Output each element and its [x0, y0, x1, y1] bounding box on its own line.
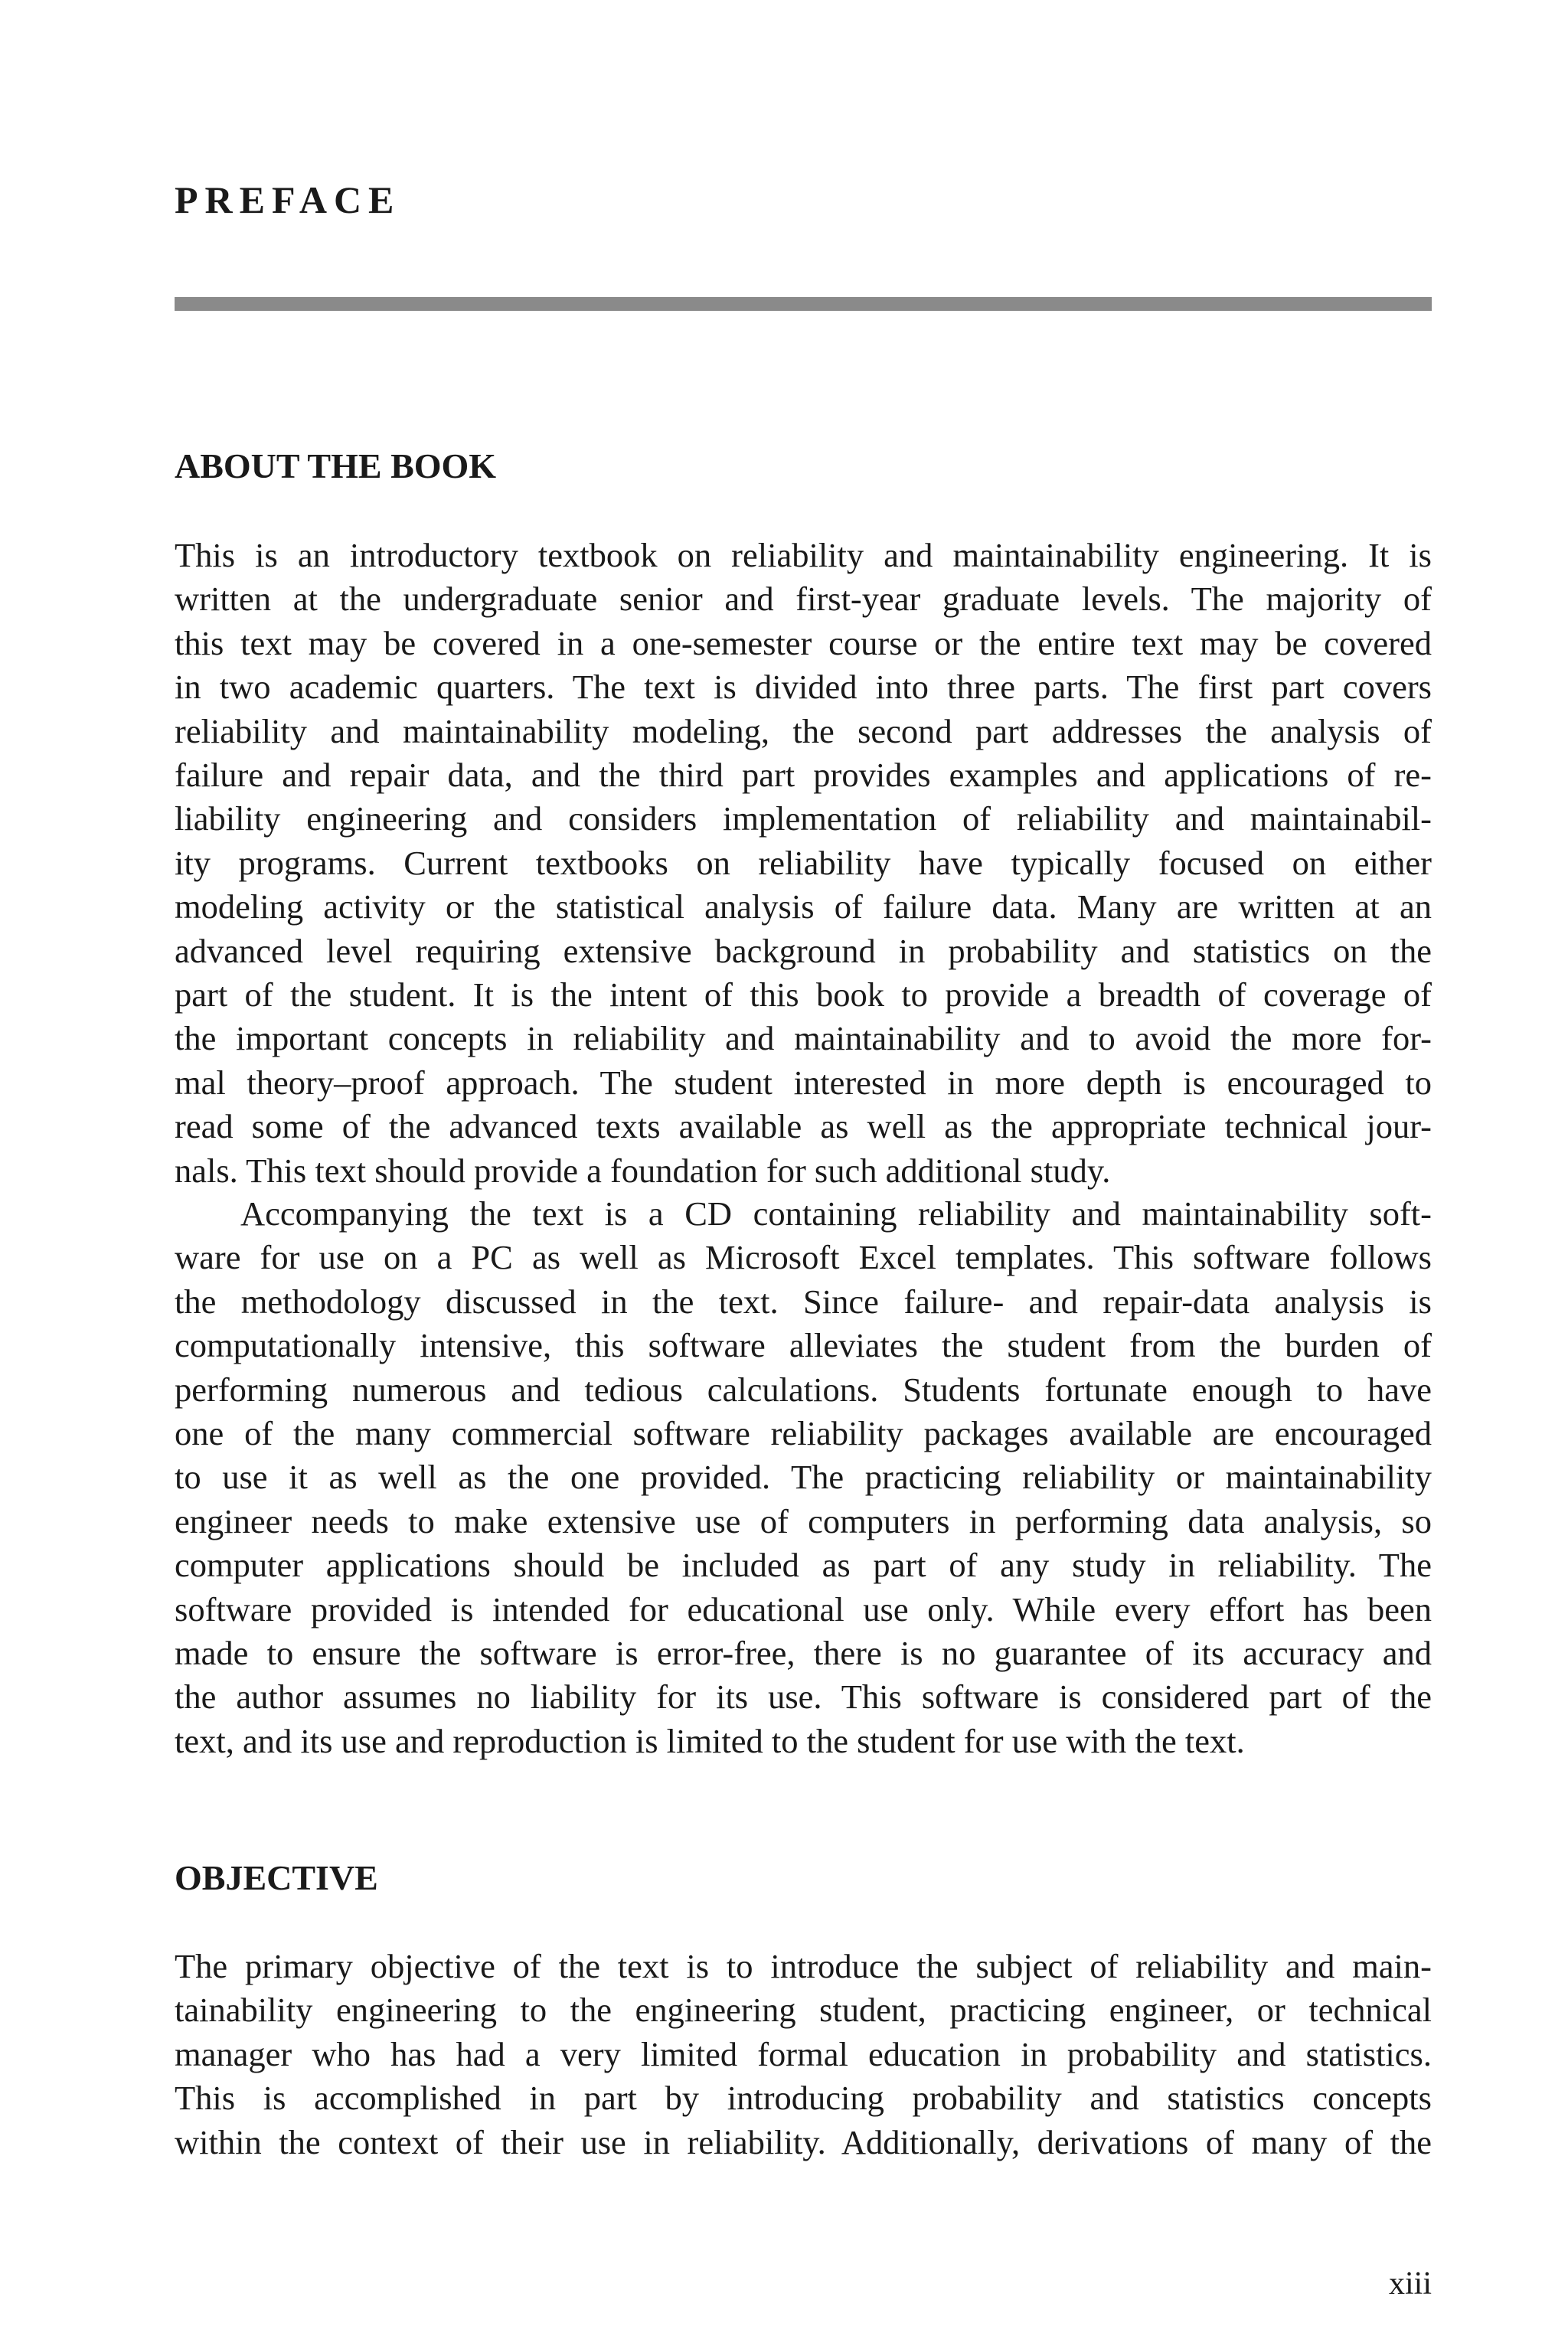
text-line: text, and its use and reproduction is limited to the student for use with the text.	[175, 1721, 1245, 1760]
text-line: in two academic quarters. The text is divided into three parts. The first part covers	[175, 668, 1432, 707]
about-paragraph-2	[175, 1192, 1432, 1763]
text-line: computer applications should be included as part of any study in reliability. The	[175, 1546, 1432, 1585]
text-line: manager who has had a very limited formal education in probability and statistics.	[175, 2034, 1432, 2073]
text-line: mal theory–proof approach. The student interested in more depth is encouraged to	[175, 1063, 1432, 1102]
book-page	[175, 0, 1432, 2352]
text-line: modeling activity or the statistical analysis of failure data. Many are written at an	[175, 887, 1432, 926]
text-line: read some of the advanced texts available as well as the appropriate technical jour-	[175, 1107, 1432, 1146]
text-line: ity programs. Current textbooks on reliability have typically focused on either	[175, 843, 1432, 882]
text-line: The primary objective of the text is to introduce the subject of reliability and main-	[175, 1947, 1432, 1985]
text-line: reliability and maintainability modeling, the second part addresses the analysis of	[175, 711, 1432, 750]
text-line: computationally intensive, this software alleviates the student from the burden of	[175, 1326, 1432, 1365]
text-line: liability engineering and considers implementation of reliability and maintainabil-	[175, 799, 1432, 838]
text-line: This is accomplished in part by introducing probability and statistics concepts	[175, 2079, 1432, 2118]
about-paragraph-1	[175, 534, 1432, 1193]
text-line: failure and repair data, and the third part provides examples and applications of re-	[175, 756, 1432, 795]
text-line: Accompanying the text is a CD containing reliability and maintainability soft-	[240, 1194, 1432, 1233]
text-line: the important concepts in reliability and maintainability and to avoid the more for-	[175, 1019, 1432, 1058]
title-rule	[175, 297, 1432, 311]
text-line: software provided is intended for educational use only. While every effort has been	[175, 1589, 1432, 1628]
text-line: this text may be covered in a one-semester course or the entire text may be covered	[175, 623, 1432, 662]
section-heading-objective: OBJECTIVE	[175, 1858, 378, 1897]
text-line: performing numerous and tedious calculations. Students fortunate enough to have	[175, 1370, 1432, 1409]
text-line: engineer needs to make extensive use of computers in performing data analysis, so	[175, 1501, 1432, 1540]
text-line: written at the undergraduate senior and first-year graduate levels. The majority of	[175, 580, 1432, 619]
chapter-title: PREFACE	[175, 178, 401, 221]
text-line: ware for use on a PC as well as Microsoft Excel templates. This software follows	[175, 1238, 1432, 1277]
text-line: the author assumes no liability for its use. This software is considered part of the	[175, 1677, 1432, 1717]
text-line: the methodology discussed in the text. Since failure- and repair-data analysis is	[175, 1282, 1432, 1321]
text-line: one of the many commercial software reliability packages available are encouraged	[175, 1414, 1432, 1453]
text-line: within the context of their use in reliability. Additionally, derivations of many of the	[175, 2122, 1432, 2161]
text-line: tainability engineering to the engineering student, practicing engineer, or technical	[175, 1991, 1432, 2030]
text-line: made to ensure the software is error-free, there is no guarantee of its accuracy and	[175, 1634, 1432, 1673]
page-number: xiii	[1388, 2266, 1432, 2301]
text-line: advanced level requiring extensive background in probability and statistics on the	[175, 931, 1432, 970]
text-line: to use it as well as the one provided. The practicing reliability or maintainability	[175, 1458, 1432, 1497]
objective-paragraph-1	[175, 1945, 1432, 2164]
text-line: nals. This text should provide a foundation for such additional study.	[175, 1151, 1111, 1190]
section-heading-about: ABOUT THE BOOK	[175, 446, 497, 485]
text-line: This is an introductory textbook on reliability and maintainability engineering. It is	[175, 536, 1432, 574]
text-line: part of the student. It is the intent of this book to provide a breadth of coverage of	[175, 975, 1432, 1014]
